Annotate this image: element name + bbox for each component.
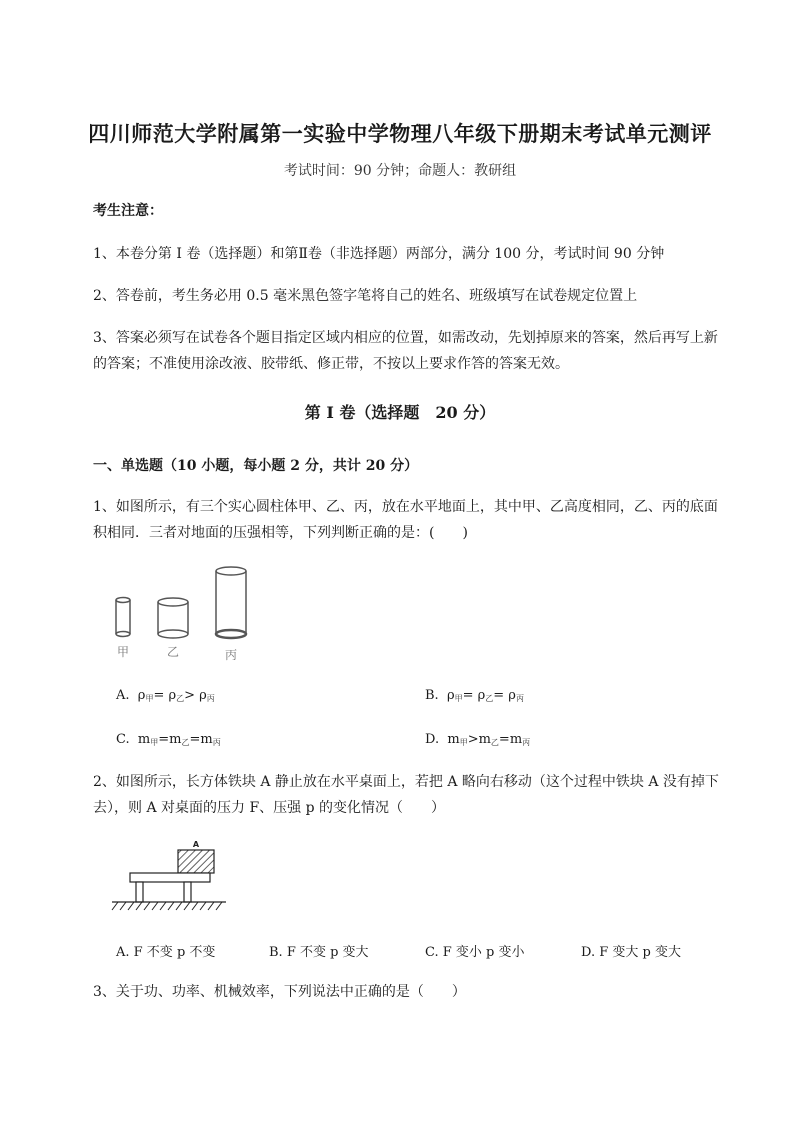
block-label: A <box>192 840 200 849</box>
question-1-text-cont: 积相同．三者对地面的压强相等，下列判断正确的是：( ) <box>93 525 468 541</box>
q2-option-c[interactable]: C. F 变小 p 变小 <box>425 945 525 960</box>
q1-option-b[interactable]: B. $\rho_甲= \rho_乙= \rho_丙$ <box>425 688 524 703</box>
cylinders-figure <box>105 562 255 662</box>
iron-block <box>178 850 214 873</box>
q1-option-d[interactable]: D. $m_甲>m_乙=m_丙$ <box>425 732 531 747</box>
exam-info: 考试时间：90 分钟；命题人：教研组 <box>283 163 517 179</box>
question-2-text-cont: 去），则 A 对桌面的压力 F、压强 p 的变化情况（ ） <box>93 800 446 816</box>
table-block-figure <box>108 838 233 916</box>
label-jia: 甲 <box>116 645 130 659</box>
q2-option-d[interactable]: D. F 变大 p 变大 <box>581 945 681 960</box>
notice-item-2: 2、答卷前，考生务必用 0.5 毫米黑色签字笔将自己的姓名、班级填写在试卷规定位置上 <box>93 288 638 304</box>
notice-item-3: 3、答案必须写在试卷各个题目指定区域内相应的位置，如需改动，先划掉原来的答案，然后再写上新 <box>93 330 718 346</box>
label-bing: 丙 <box>224 648 238 662</box>
q1-option-c[interactable]: C. $m_甲=m_乙=m_丙$ <box>116 732 221 747</box>
notice-item-1: 1、本卷分第 I 卷（选择题）和第Ⅱ卷（非选择题）两部分，满分 100 分，考试时间 90 分钟 <box>93 246 665 262</box>
question-1-text: 1、如图所示，有三个实心圆柱体甲、乙、丙，放在水平地面上，其中甲、乙高度相同，乙、丙的底面 <box>93 499 718 515</box>
page-title: 四川师范大学附属第一实验中学物理八年级下册期末考试单元测评 <box>88 121 712 146</box>
part-heading: 一、单选题（10 小题，每小题 2 分，共计 20 分） <box>93 458 419 474</box>
notice-item-3-cont: 的答案；不准使用涂改液、胶带纸、修正带，不按以上要求作答的答案无效。 <box>93 356 569 372</box>
notice-heading: 考生注意： <box>93 203 163 219</box>
tabletop <box>130 873 210 882</box>
label-yi: 乙 <box>166 645 180 659</box>
q2-option-b[interactable]: B. F 不变 p 变大 <box>269 945 369 960</box>
question-3-text: 3、关于功、功率、机械效率，下列说法中正确的是（ ） <box>93 984 466 1000</box>
q2-option-a[interactable]: A. F 不变 p 不变 <box>116 945 216 960</box>
question-2-text: 2、如图所示，长方体铁块 A 静止放在水平桌面上，若把 A 略向右移动（这个过程中铁块 A 没有掉下 <box>93 774 719 790</box>
section-title: 第 I 卷（选择题 20 分） <box>304 403 496 422</box>
q1-option-a[interactable]: A. $\rho_甲= \rho_乙> \rho_丙$ <box>116 688 215 703</box>
